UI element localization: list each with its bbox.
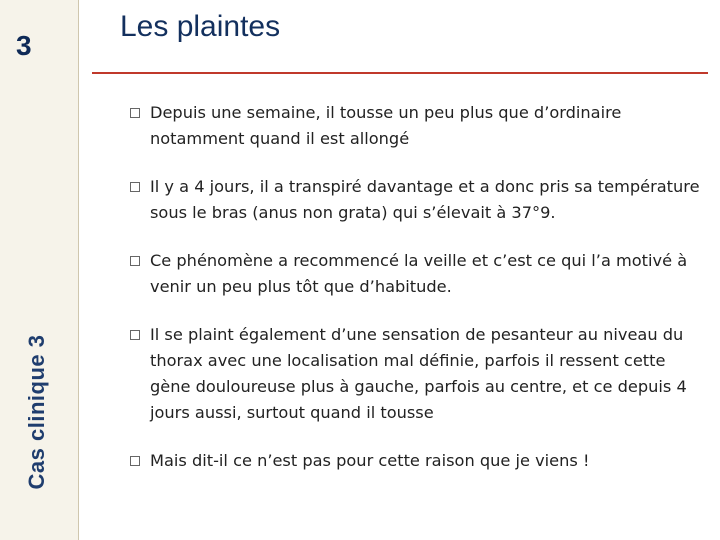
list-item [130, 100, 705, 152]
bullet-text: Mais dit-il ce n’est pas pour cette raison que je viens ! [150, 451, 590, 470]
slide-number: 3 [16, 30, 32, 61]
list-item [130, 174, 705, 226]
bullet-text: Il se plaint également d’une sensation de pesanteur au niveau du thorax avec une localisation mal définie, parfois il ressent cette gène douloureuse plus à gauche, parfois au centre, et ce depuis 4 jours aussi, surtout quand il tousse [150, 325, 687, 422]
bullet-list [130, 100, 705, 496]
list-item [130, 322, 705, 426]
title-divider [92, 72, 708, 74]
bullet-text: Depuis une semaine, il tousse un peu plus que d’ordinaire notamment quand il est allongé [150, 103, 622, 148]
checkbox-bullet-icon [130, 108, 140, 118]
bullet-text: Il y a 4 jours, il a transpiré davantage et a donc pris sa température sous le bras (anus non grata) qui s’élevait à 37°9. [150, 177, 700, 222]
section-title-vertical: Cas clinique 3 [24, 334, 49, 490]
checkbox-bullet-icon [130, 256, 140, 266]
checkbox-bullet-icon [130, 330, 140, 340]
list-item [130, 448, 705, 474]
sidebar [0, 0, 79, 540]
checkbox-bullet-icon [130, 182, 140, 192]
checkbox-bullet-icon [130, 456, 140, 466]
page-title: Les plaintes [120, 10, 281, 43]
bullet-text: Ce phénomène a recommencé la veille et c’est ce qui l’a motivé à venir un peu plus tôt que d’habitude. [150, 251, 688, 296]
list-item [130, 248, 705, 300]
